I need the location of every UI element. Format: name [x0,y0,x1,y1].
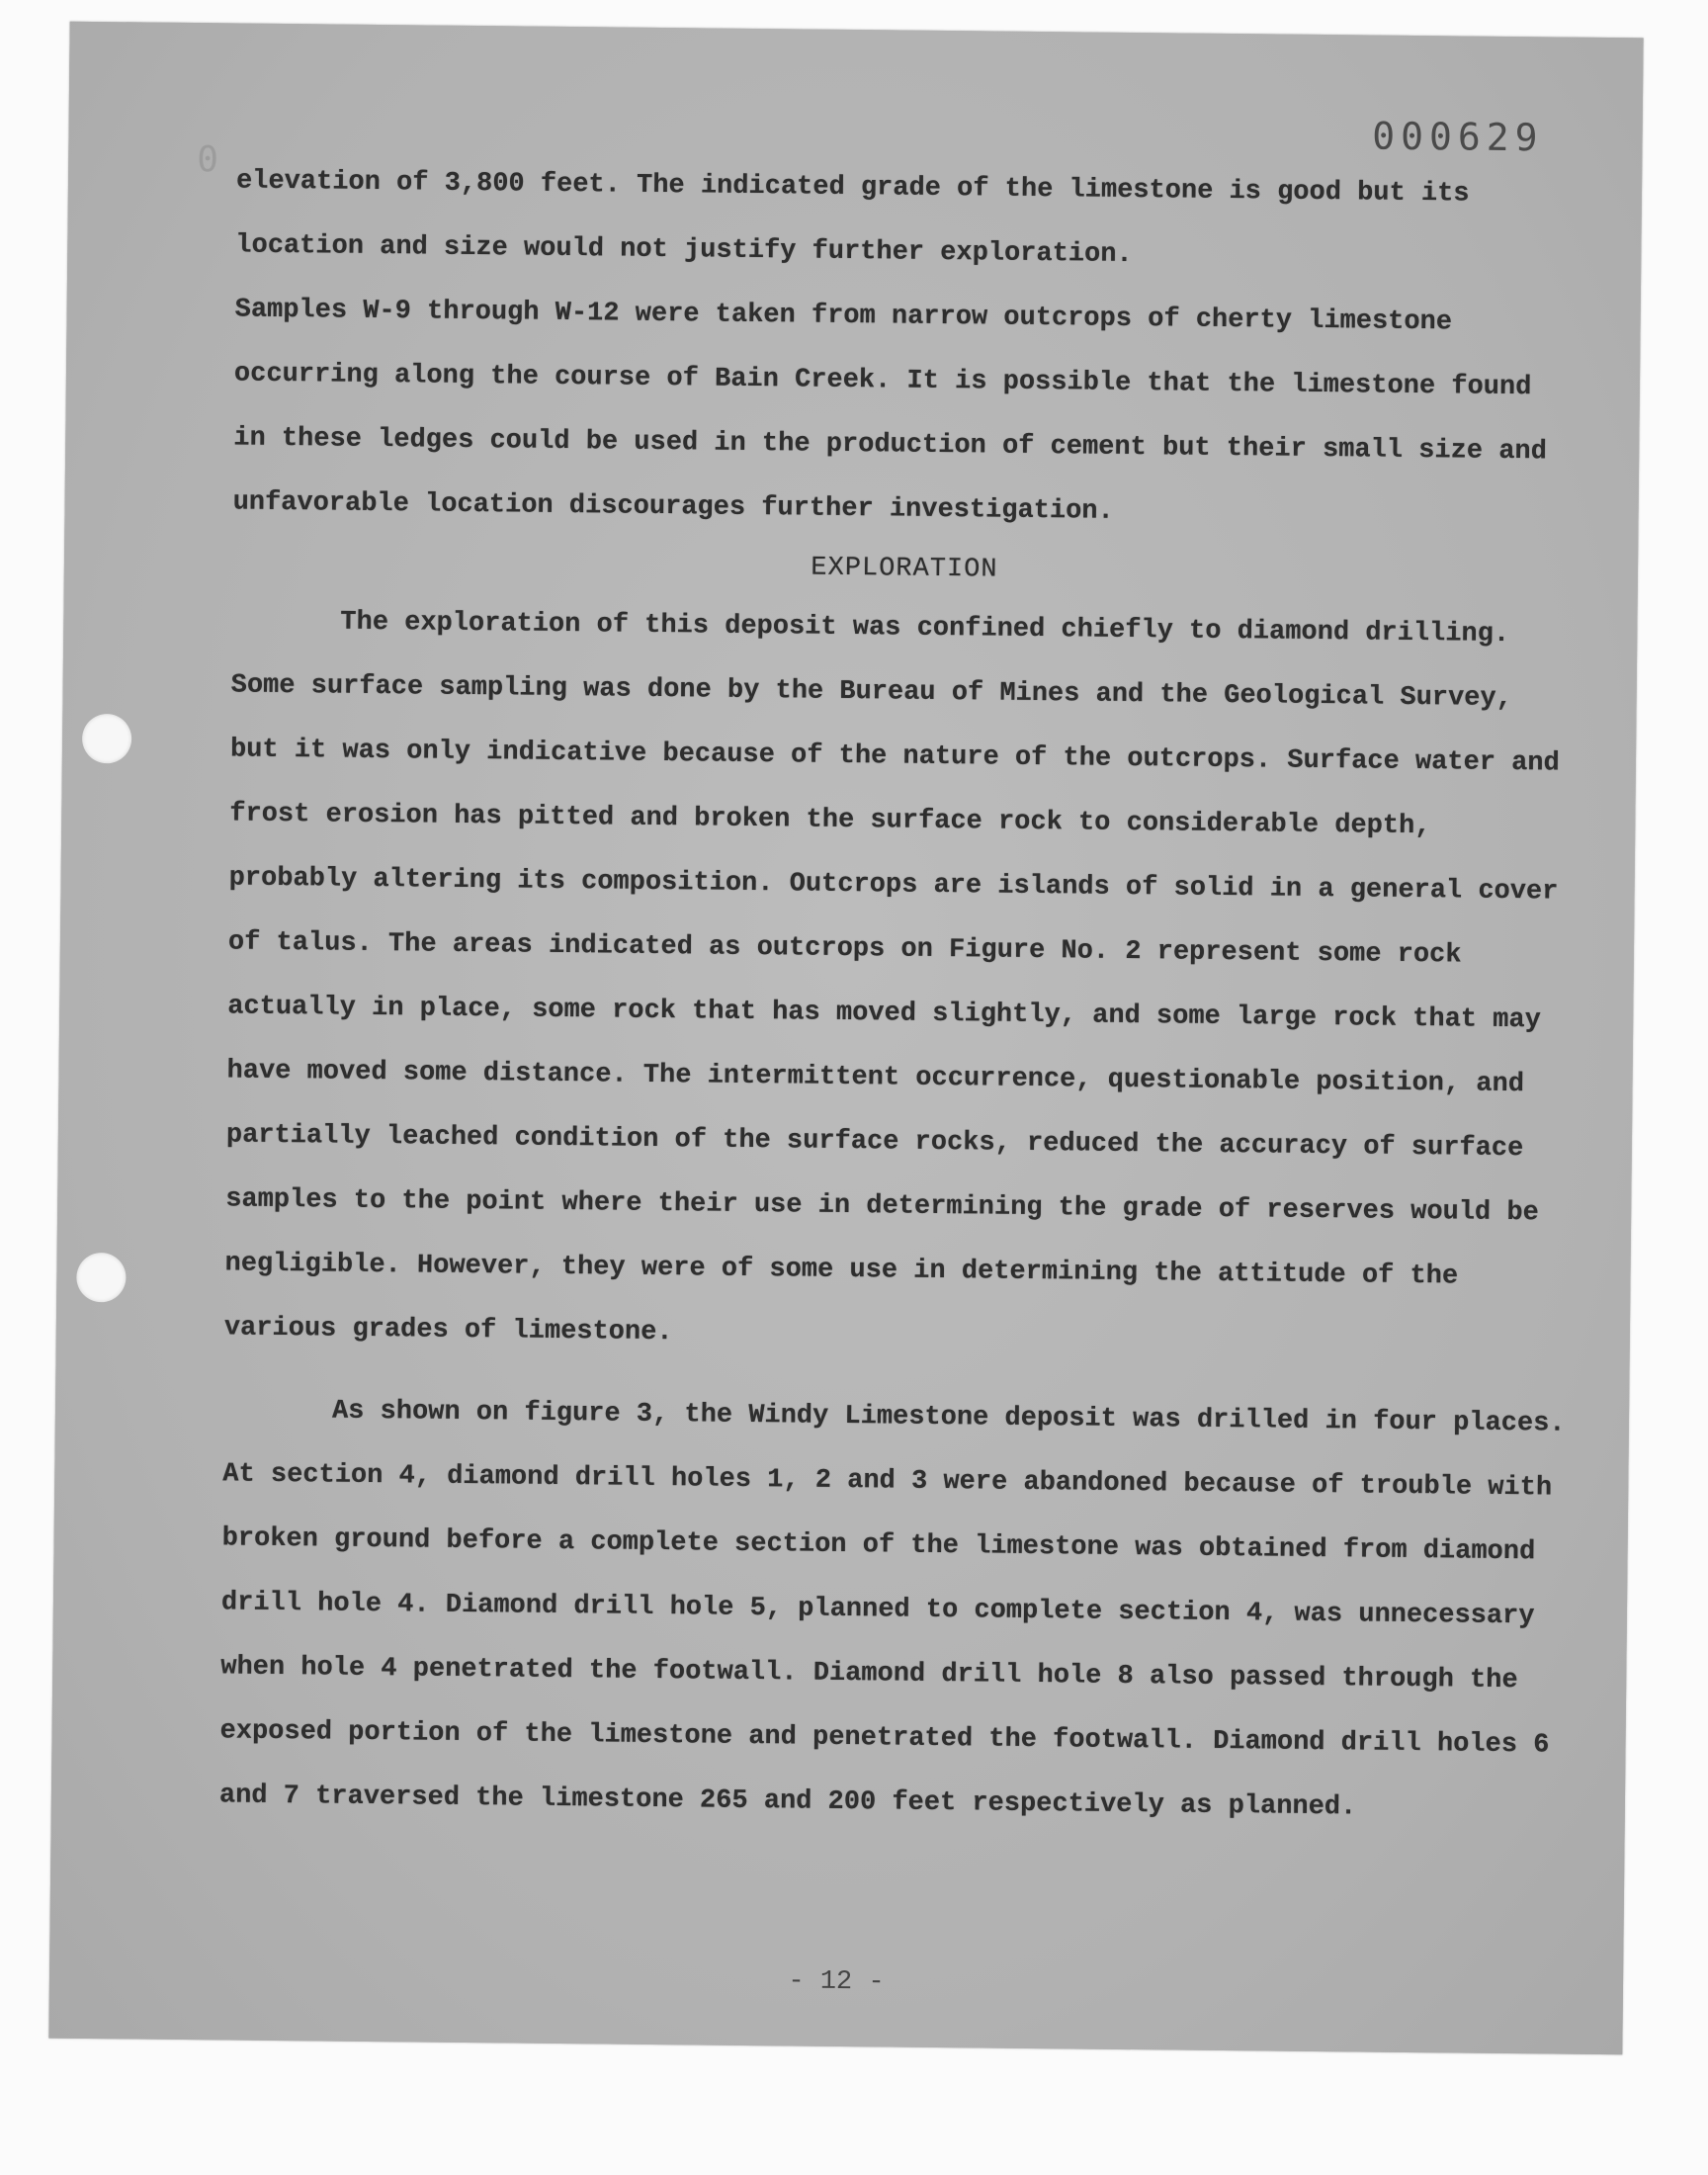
section-heading-exploration: EXPLORATION [811,553,998,585]
paragraph-drilling: As shown on figure 3, the Windy Limestone deposit was drilled in four places. At section 4, diamond drill holes 1, 2 and 3 were abandoned because of trouble with broken ground before a complete section of the limestone was obtained from diamond drill hole 4. Diamond drill hole 5, planned to complete section 4, was unnecessary when hole 4 penetrated the footwall. Diamond drill hole 8 also passed through the exposed portion of the limestone and penetrated the footwall. Diamond drill holes 6 and 7 traversed the limestone 265 and 200 feet respectively as planned. [218,1396,1566,1823]
page-number: - 12 - [788,1966,885,1998]
paragraph-continuation: elevation of 3,800 feet. The indicated grade of the limestone is good but its location and size would not justify further exploration. [235,166,1470,270]
document-body [219,149,1581,1842]
punch-hole-bottom [76,1253,127,1303]
paragraph-samples: Samples W-9 through W-12 were taken from narrow outcrops of cherty limestone occurring along the course of Bain Creek. It is possible that the limestone found in these ledges could be used in the production of cement but their small size and unfavorable location discourages further investigation. [232,295,1548,527]
document-number: 000629 [1372,114,1544,160]
paragraph-exploration: The exploration of this deposit was confined chiefly to diamond drilling. Some surface sampling was done by the Bureau of Mines and the Geological Survey, but it was only indicative because of the nature of the outcrops. Surface water and frost erosion has pitted and broken the surface rock to considerable depth, probably altering its composition. Outcrops are islands of solid in a general cover of talus. The areas indicated as outcrops on Figure No. 2 represent some rock actually in place, some rock that has moved slightly, and some large rock that may have moved some distance. The intermittent occurrence, questionable position, and partially leached condition of the surface rocks, reduced the accuracy of surface samples to the point where their use in determining the grade of reserves would be negligible. However, they were of some use in determining the attitude of the various grades of limestone. [223,607,1560,1348]
punch-hole-top [82,714,132,764]
document-page [48,22,1643,2055]
faint-stamp: 0 [197,139,219,181]
